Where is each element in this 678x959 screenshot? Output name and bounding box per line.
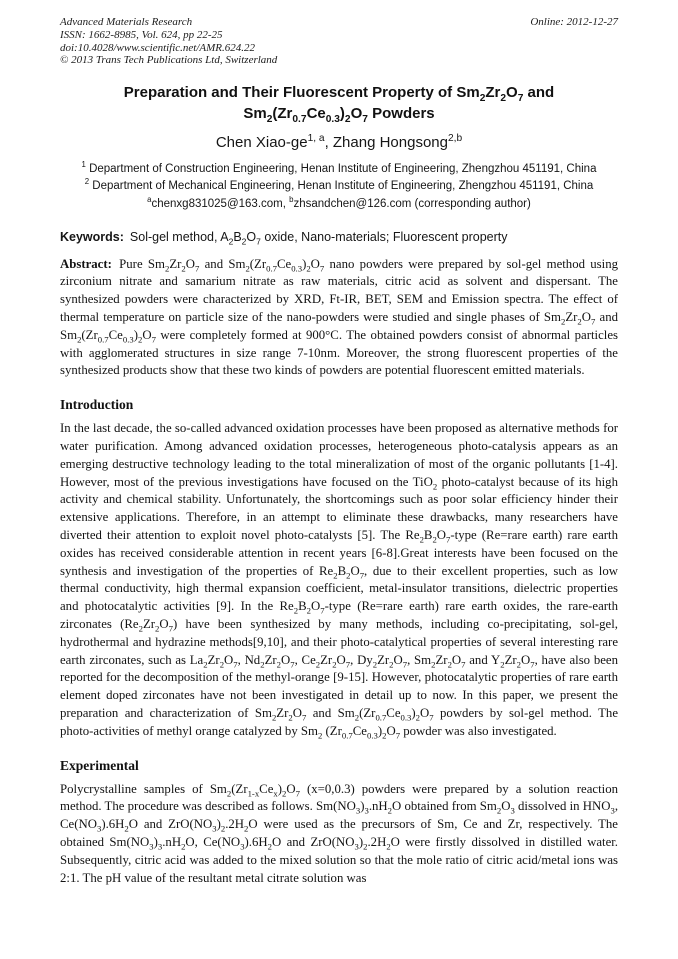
abstract-text: Pure $Sm_2Zr_2O_7$ and $Sm_2(Zr_{0.7}Ce_{0.3})_2O_7$ nano powders were prepared by sol-gel method using zirconium nitrate and samarium nitrate as raw materials, citric acid as solvent and dispersant. The synthesized powders were characterized by XRD, Ft-IR, BET, SEM and Emission spectra. The effect of thermal temperature on particle size of the nano-powders were studied and single phases of $Sm_2Zr_2O_7$ and $Sm_2(Zr_{0.7}Ce_{0.3})_2O_7$ were completely formed at 900°C. The obtained powders consist of abnormal particles with agglomerated structures in size range 7-10nm. Moreover, the strong fluorescent properties of the synthesized products show that these two kinds of powders are potential fluorescent emitted materials. — [60, 256, 618, 378]
paper-title — [60, 82, 618, 124]
keywords-line — [60, 229, 618, 246]
affiliation-2: $^2$ Department of Mechanical Engineering, Henan Institute of Engineering, Zhengzhou 451191, China — [84, 176, 594, 192]
issn-line: ISSN: 1662-8985, Vol. 624, pp 22-25 — [60, 28, 223, 41]
journal-title: Advanced Materials Research — [60, 16, 193, 28]
keywords-text: Sol-gel method, $A_2B_2O_7$ oxide, Nano-materials; Fluorescent property — [129, 229, 508, 247]
section-heading-experimental: Experimental — [60, 757, 139, 773]
section-heading-introduction: Introduction — [60, 397, 134, 413]
journal-header — [60, 16, 618, 67]
paper-title-line-1: Preparation and Their Fluorescent Property of $Sm_2Zr_2O_7$ and — [123, 84, 555, 105]
introduction-paragraph: In the last decade, the so-called advanced oxidation processes have been proposed as alternative methods for water purification. Among advanced oxidation processes, heterogeneous photo-catalysis appears as an emerging destructive technology leading to the total mineralization of most of the organic pollutants [1-4]. However, most of the previous investigations have focused on the TiO$_2$ photo-catalyst because of its high activity and chemical stability. Unfortunately, the shortcomings such as poor solar efficiency hinder their extensive applications. Therefore, in an attempt to eliminate these drawbacks, many researchers have diverted their attention to exploit novel photo-catalysts [5]. The $Re_2B_2O_7$-type (Re=rare earth) rare earth oxides has received considerable attention in recent years [6-8].Great interests have been focused on the synthesis and investigation of the properties of $Re_2B_2O_7$, due to their excellent properties, such as low thermal conductivity, high thermal expansion coefficient, metal-insulator transitions, dielectric properties and photocatalytic activities [9]. In the $Re_2B_2O_7$-type (Re=rare earth) rare earth oxides, the rare-earth zirconates $(Re_2Zr_2O_7)$ have been synthesized by many methods, including co-precipitating, sol-gel, hydrothermal and hydrazine methods[9,10], and their photo-catalytical properties of several interesting rare earth zirconates, such as $La_2Zr_2O_7$, $Nd_2Zr_2O_7$, $Ce_2Zr_2O_7$, $Dy_2Zr_2O_7$, $Sm_2Zr_2O_7$ and $Y_2Zr_2O_7$, have also been reported for the decomposition of the methyl-orange [9-15]. However, photocatalytic properties of rare earth element doped zirconates have not been investigated in detail up to now. In this paper, we present the preparation and characterization of $Sm_2Zr_2O_7$ and $Sm_2(Zr_{0.7}Ce_{0.3})_2O_7$ powders by sol-gel method. The photo-activities of methyl orange catalyzed by $Sm_2$ $(Zr_{0.7}Ce_{0.3})_2O_7$ powder was also investigated. — [60, 421, 618, 741]
experimental-paragraph: Polycrystalline samples of $Sm_2(Zr_{1-x}Ce_x)_2O_7$ (x=0,0.3) powders were prepared by a solution reaction method. The procedure was described as follows. $Sm(NO_3)_3.nH_2O$ obtained from $Sm_2O_3$ dissolved in $HNO_3$, $Ce(NO_3).6H_2O$ and $ZrO(NO_3)_2.2H_2O$ were used as the precursors of Sm, Ce and Zr, respectively. The obtained $Sm(NO_3)_3.nH_2O$, $Ce(NO_3).6H_2O$ and $ZrO(NO_3)_2.2H_2O$ were firstly dissolved in distilled water. Subsequently, citric acid was added to the mixed solution so that the mole ratio of citric acid/metal ions was 2:1. The pH value of the resultant metal citrate solution was — [60, 781, 619, 885]
abstract-label: Abstract: — [60, 256, 112, 271]
paper-title-line-2: $Sm_2(Zr_{0.7}Ce_{0.3})_2O_7$ Powders — [243, 105, 435, 126]
abstract-paragraph — [60, 256, 618, 381]
author-emails: $^a$chenxg831025@163.com, $^b$zhsandchen@126.com (corresponding author) — [147, 195, 531, 211]
copyright-line: © 2013 Trans Tech Publications Ltd, Switzerland — [60, 54, 278, 67]
online-date: Online: 2012-12-27 — [530, 16, 618, 28]
authors-line: Chen Xiao-ge$^{1, a}$, Zhang Hongsong$^{2,b}$ — [215, 133, 463, 152]
doi-line: doi:10.4028/www.scientific.net/AMR.624.22 — [60, 41, 256, 54]
keywords-label: Keywords: — [60, 229, 124, 244]
affiliation-1: $^1$ Department of Construction Engineering, Henan Institute of Engineering, Zhengzhou 451191, China — [81, 160, 597, 176]
